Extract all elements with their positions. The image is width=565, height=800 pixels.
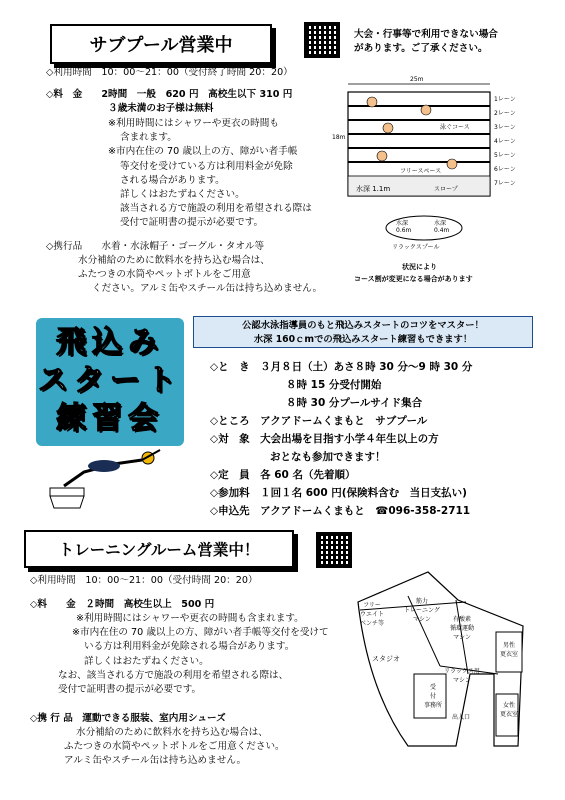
map-aerobic: 有酸素 循環運動 マシン bbox=[450, 616, 475, 641]
lane-label: 3レーン bbox=[494, 124, 516, 131]
pool-fee: ◇料 金 2時間 一般 620 円 高校生以下 310 円 bbox=[46, 89, 293, 100]
pool-items-notes bbox=[78, 254, 322, 297]
lane-label: 1レーン bbox=[494, 96, 516, 103]
map-relax: リラックス用 マシン bbox=[444, 668, 480, 684]
jump-detail-line: ８時 30 分プールサイド集合 bbox=[286, 397, 423, 409]
jump-detail-line: ◇と き ３月８日（土）あさ８時 30 分～9 時 30 分 bbox=[210, 361, 473, 373]
jump-title-line: スタート bbox=[38, 363, 182, 398]
training-note: 詳しくはおたずねください。 bbox=[84, 655, 209, 667]
training-qr-code bbox=[316, 532, 352, 568]
pool-hours: ◇利用時間 10：00～21：00（受付終了時間 20：20） bbox=[46, 67, 293, 78]
pool-width-label: 25m bbox=[410, 76, 424, 83]
training-fee-notes bbox=[58, 612, 329, 697]
lane-label: 7レーン bbox=[494, 180, 516, 187]
pool-notice-1: 大会・行事等で利用できない場合 bbox=[354, 29, 498, 40]
jump-title-line: 飛込み bbox=[56, 325, 164, 360]
depth-label: 水深 1.1m bbox=[356, 185, 391, 193]
lane-label: 5レーン bbox=[494, 152, 516, 159]
pool-note: される場合があります。 bbox=[120, 174, 225, 186]
map-muscle: 筋力 トレーニング マシン bbox=[404, 598, 440, 623]
pool-caption-1: 状況により bbox=[402, 263, 437, 271]
training-items-note: ふたつきの水筒やペットボトルをご用意ください。 bbox=[64, 741, 285, 753]
training-note: ※市内在住の 70 歳以上の方、障がい者手帳等交付を受けて bbox=[72, 627, 329, 639]
map-studio: スタジオ bbox=[372, 655, 400, 663]
kids-depth-2: 水深 0.4m bbox=[434, 220, 450, 234]
pool-items-note: 水分補給のために飲料水を持ち込む場合は、 bbox=[78, 255, 270, 266]
lane-label: 2レーン bbox=[494, 110, 516, 117]
pool-title: サブプール営業中 bbox=[50, 24, 272, 64]
pool-items: ◇携行品 水着・水泳帽子・ゴーグル・タオル等 bbox=[46, 241, 265, 252]
training-fee: ◇料 金 ２時間 高校生以上 500 円 bbox=[30, 599, 215, 610]
pool-note: 受付で証明書の提示が必要です。 bbox=[120, 217, 264, 229]
training-items: ◇携 行 品 運動できる服装、室内用シューズ bbox=[30, 713, 226, 724]
pool-qr-code bbox=[304, 22, 340, 58]
swimmer-icon bbox=[44, 440, 164, 510]
lane-label: 6レーン bbox=[494, 166, 516, 173]
pool-note: ※市内在住の 70 歳以上の方、障がい者手帳 bbox=[108, 146, 298, 158]
training-note: いる方は利用料金が免除される場合があります。 bbox=[84, 641, 295, 653]
lane-label: 4レーン bbox=[494, 138, 516, 145]
pool-items-note: ください。アルミ缶やスチール缶は持ち込めません。 bbox=[92, 283, 323, 295]
jump-details bbox=[210, 358, 472, 520]
training-note: 受付で証明書の提示が必要です。 bbox=[58, 684, 202, 696]
pool-notice-2: があります。ご了承ください。 bbox=[354, 43, 488, 54]
map-changing-m: 男性 更衣室 bbox=[500, 642, 519, 658]
pool-items-note: ふたつきの水筒やペットボトルをご用意 bbox=[78, 269, 251, 281]
jump-title-box bbox=[36, 318, 184, 446]
training-items-notes bbox=[64, 726, 285, 769]
jump-title-line: 練習会 bbox=[56, 401, 164, 436]
course-label: 泳ぐコース bbox=[440, 124, 470, 131]
training-items-note: 水分補給のために飲料水を持ち込む場合は、 bbox=[76, 727, 268, 738]
training-note: なお、該当される方で施設の利用を希望される際は、 bbox=[58, 669, 289, 681]
pool-diagram bbox=[330, 76, 540, 256]
map-entrance: 出入口 bbox=[452, 714, 471, 721]
swimmer-illustration bbox=[44, 440, 164, 510]
map-changing-f: 女性 更衣室 bbox=[500, 702, 519, 718]
training-hours: ◇利用時間 10：00～21：00（受付時間 20：20） bbox=[30, 575, 258, 586]
kids-depth-1: 水深 0.6m bbox=[396, 220, 412, 234]
jump-banner bbox=[193, 316, 533, 348]
map-free-weight: フリー ウエイト ベンチ等 bbox=[360, 602, 385, 627]
slope-label: スロープ bbox=[434, 186, 458, 193]
training-note: ※利用時間にはシャワーや更衣の時間も含まれます。 bbox=[76, 613, 304, 624]
pool-note: ※利用時間にはシャワーや更衣の時間も bbox=[108, 118, 279, 129]
pool-note: 等交付を受けている方は利用料金が免除 bbox=[120, 160, 293, 172]
training-items-note: アルミ缶やスチール缶は持ち込めません。 bbox=[64, 755, 247, 767]
training-room-map bbox=[348, 570, 528, 750]
pool-caption-2: コース割が変更になる場合があります bbox=[354, 275, 473, 283]
training-title: トレーニングルーム営業中！ bbox=[24, 530, 294, 568]
jump-detail-line: おとなも参加できます！ bbox=[270, 451, 386, 463]
jump-detail-line: ◇定 員 各 60 名（先着順） bbox=[210, 469, 356, 481]
kids-pool-label: リラックスプール bbox=[392, 244, 440, 251]
map-reception: 受 付 事務所 bbox=[424, 684, 443, 709]
pool-height-label: 18m bbox=[332, 134, 346, 141]
jump-detail-line: ８時 15 分受付開始 bbox=[286, 379, 382, 391]
pool-note: 詳しくはおたずねください。 bbox=[120, 189, 245, 201]
jump-banner-line: 水深 160ｃmでの飛込みスタート練習もできます！ bbox=[253, 334, 473, 345]
jump-detail-line: ◇参加料 １回１名 600 円(保険料含む 当日支払い) bbox=[210, 487, 467, 499]
pool-fee-free: ３歳未満のお子様は無料 bbox=[108, 103, 214, 114]
free-space-label: フリースペース bbox=[400, 168, 442, 175]
jump-banner-line: 公認水泳指導員のもと飛込みスタートのコツをマスター！ bbox=[242, 320, 484, 331]
jump-detail-line: ◇申込先 アクアドームくまもと ☎096-358-2711 bbox=[210, 505, 471, 517]
jump-detail-line: ◇対 象 大会出場を目指す小学４年生以上の方 bbox=[210, 433, 439, 445]
pool-note: 該当される方で施設の利用を希望される際は bbox=[120, 203, 312, 215]
pool-fee-notes bbox=[108, 117, 312, 231]
pool-note: 含まれます。 bbox=[120, 132, 177, 144]
jump-detail-line: ◇ところ アクアドームくまもと サブプール bbox=[210, 415, 428, 427]
